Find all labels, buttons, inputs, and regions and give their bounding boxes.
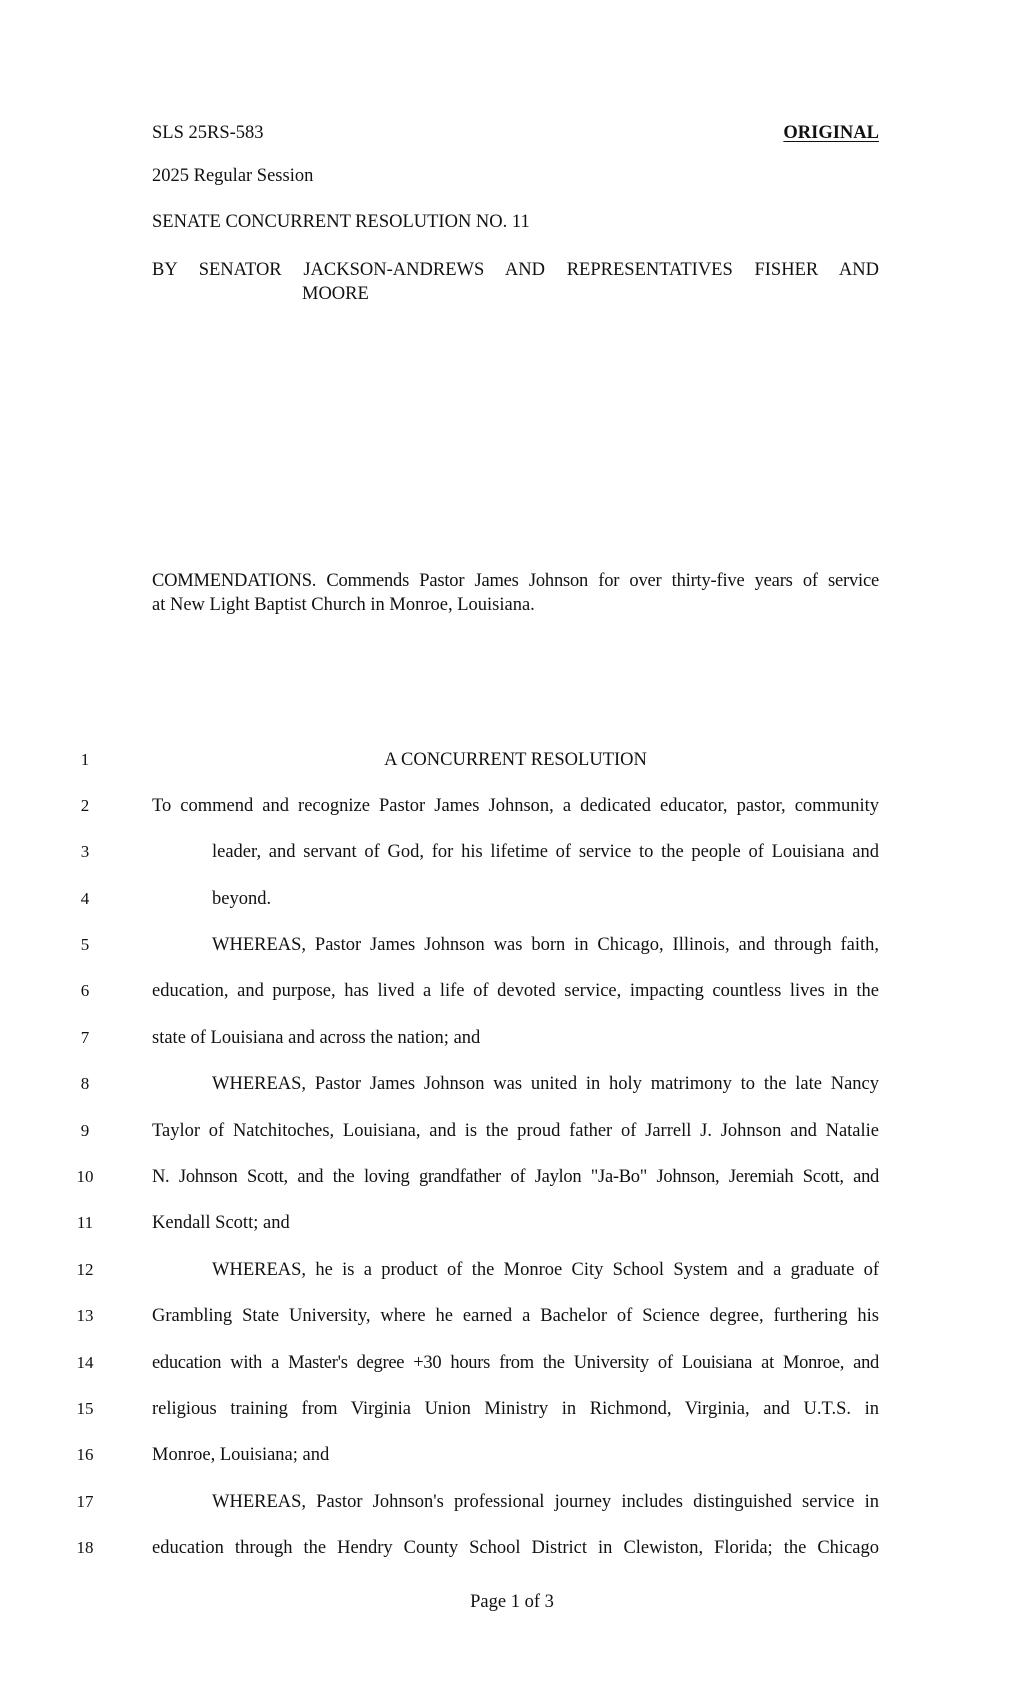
sponsors-line-1: BY SENATOR JACKSON-ANDREWS AND REPRESENTATIVES FISHER AND bbox=[152, 260, 879, 280]
body-line: WHEREAS, Pastor James Johnson was united in holy matrimony to the late Nancy bbox=[212, 1074, 879, 1094]
body-line: leader, and servant of God, for his lifetime of service to the people of Louisiana and bbox=[212, 842, 879, 862]
body-line: Kendall Scott; and bbox=[152, 1213, 290, 1233]
body-line: WHEREAS, he is a product of the Monroe City School System and a graduate of bbox=[212, 1260, 879, 1280]
digest-line-1: COMMENDATIONS. Commends Pastor James Johnson for over thirty-five years of service bbox=[152, 571, 879, 591]
body-line: state of Louisiana and across the nation; and bbox=[152, 1028, 481, 1048]
body-line: education, and purpose, has lived a life of devoted service, impacting countless lives in the bbox=[152, 981, 879, 1001]
page-footer: Page 1 of 3 bbox=[470, 1592, 554, 1612]
line-number: 11 bbox=[76, 1213, 94, 1232]
body-line: WHEREAS, Pastor James Johnson was born in Chicago, Illinois, and through faith, bbox=[212, 935, 879, 955]
body-line: Grambling State University, where he earned a Bachelor of Science degree, furthering his bbox=[152, 1306, 879, 1326]
line-number: 4 bbox=[80, 889, 90, 908]
body-line: To commend and recognize Pastor James Johnson, a dedicated educator, pastor, community bbox=[152, 796, 879, 816]
resolution-heading: A CONCURRENT RESOLUTION bbox=[384, 750, 647, 770]
body-line: WHEREAS, Pastor Johnson's professional journey includes distinguished service in bbox=[212, 1492, 879, 1512]
line-number: 2 bbox=[80, 796, 90, 815]
body-line: religious training from Virginia Union Ministry in Richmond, Virginia, and U.T.S. in bbox=[152, 1399, 879, 1419]
line-number: 14 bbox=[76, 1353, 94, 1372]
digest bbox=[152, 569, 879, 617]
line-number: 10 bbox=[76, 1167, 94, 1186]
body-line: education with a Master's degree +30 hours from the University of Louisiana at Monroe, and bbox=[152, 1353, 879, 1373]
line-number: 1 bbox=[80, 750, 90, 769]
line-number: 18 bbox=[76, 1538, 94, 1557]
body-line: Monroe, Louisiana; and bbox=[152, 1445, 330, 1465]
original-status: ORIGINAL bbox=[783, 123, 879, 143]
body-line: beyond. bbox=[212, 889, 272, 909]
line-number: 12 bbox=[76, 1260, 94, 1279]
line-number: 5 bbox=[80, 935, 90, 954]
resolution-title: SENATE CONCURRENT RESOLUTION NO. 11 bbox=[152, 212, 530, 232]
body-line: N. Johnson Scott, and the loving grandfather of Jaylon "Ja-Bo" Johnson, Jeremiah Scott, and bbox=[152, 1167, 879, 1187]
line-number: 15 bbox=[76, 1399, 94, 1418]
digest-line-2: at New Light Baptist Church in Monroe, Louisiana. bbox=[152, 595, 535, 615]
body-line: education through the Hendry County School District in Clewiston, Florida; the Chicago bbox=[152, 1538, 879, 1558]
sponsors bbox=[152, 258, 879, 306]
line-number: 7 bbox=[80, 1028, 90, 1047]
line-number: 16 bbox=[76, 1445, 94, 1464]
line-number: 3 bbox=[80, 842, 90, 861]
line-number: 8 bbox=[80, 1074, 90, 1093]
line-number: 13 bbox=[76, 1306, 94, 1325]
bill-code: SLS 25RS-583 bbox=[152, 123, 264, 143]
line-number: 6 bbox=[80, 981, 90, 1000]
session-label: 2025 Regular Session bbox=[152, 166, 314, 186]
line-number: 9 bbox=[80, 1121, 90, 1140]
line-number: 17 bbox=[76, 1492, 94, 1511]
sponsors-line-2: MOORE bbox=[302, 284, 369, 304]
body-line: Taylor of Natchitoches, Louisiana, and is the proud father of Jarrell J. Johnson and Natalie bbox=[152, 1121, 879, 1141]
